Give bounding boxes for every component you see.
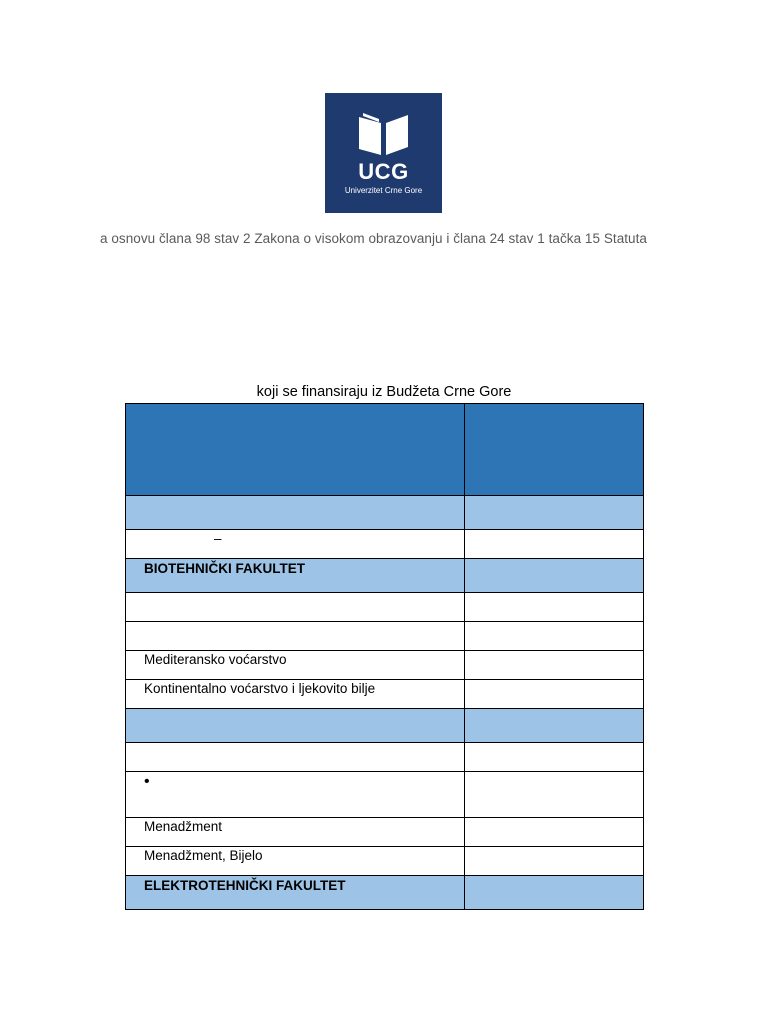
- logo-university-name: Univerzitet Crne Gore: [344, 186, 423, 195]
- table-cell: [465, 772, 644, 818]
- faculty-name: ELEKTROTEHNIČKI FAKULTET: [126, 876, 465, 910]
- table-row: [126, 680, 644, 709]
- table-cell: [465, 876, 644, 910]
- table-row: [126, 709, 644, 743]
- table-row: [126, 530, 644, 559]
- program-name: Menadžment: [126, 818, 465, 847]
- table-cell: [126, 496, 465, 530]
- table-cell: [465, 530, 644, 559]
- table-cell: [465, 593, 644, 622]
- header-cell: [465, 404, 644, 496]
- table-cell: [465, 559, 644, 593]
- table-cell: [465, 818, 644, 847]
- table-cell: [465, 496, 644, 530]
- dash-text: –: [214, 531, 222, 546]
- table-cell: [465, 622, 644, 651]
- study-programs-table: [125, 403, 644, 910]
- table-header-row: [126, 404, 644, 496]
- table-cell: [465, 651, 644, 680]
- table-cell: [126, 530, 465, 559]
- program-name: Mediteransko voćarstvo: [126, 651, 465, 680]
- table-cell: [126, 593, 465, 622]
- table-row: [126, 847, 644, 876]
- program-name: Menadžment, Bijelo: [126, 847, 465, 876]
- table-row: [126, 622, 644, 651]
- header-cell: [126, 404, 465, 496]
- table-row: [126, 818, 644, 847]
- table-cell: [126, 772, 465, 818]
- table-row: [126, 593, 644, 622]
- bullet-glyph: •: [144, 773, 150, 790]
- table-cell: [465, 709, 644, 743]
- table-row: [126, 496, 644, 530]
- table-caption: koji se finansiraju iz Budžeta Crne Gore: [256, 384, 512, 400]
- table-row: [126, 651, 644, 680]
- faculty-name: BIOTEHNIČKI FAKULTET: [126, 559, 465, 593]
- table-cell: [126, 622, 465, 651]
- table-cell: [126, 743, 465, 772]
- logo-abbreviation: UCG: [358, 159, 409, 184]
- table-cell: [126, 709, 465, 743]
- university-logo: [325, 93, 442, 213]
- legal-basis-text: a osnovu člana 98 stav 2 Zakona o visokom obrazovanju i člana 24 stav 1 tačka 15 Statuta: [100, 231, 647, 246]
- table-cell: [465, 680, 644, 709]
- table-row: [126, 772, 644, 818]
- program-name: Kontinentalno voćarstvo i ljekovito bilje: [126, 680, 465, 709]
- faculty-row: [126, 876, 644, 910]
- open-book-icon: [357, 113, 410, 157]
- table-cell: [465, 743, 644, 772]
- table-row: [126, 743, 644, 772]
- faculty-row: [126, 559, 644, 593]
- table-cell: [465, 847, 644, 876]
